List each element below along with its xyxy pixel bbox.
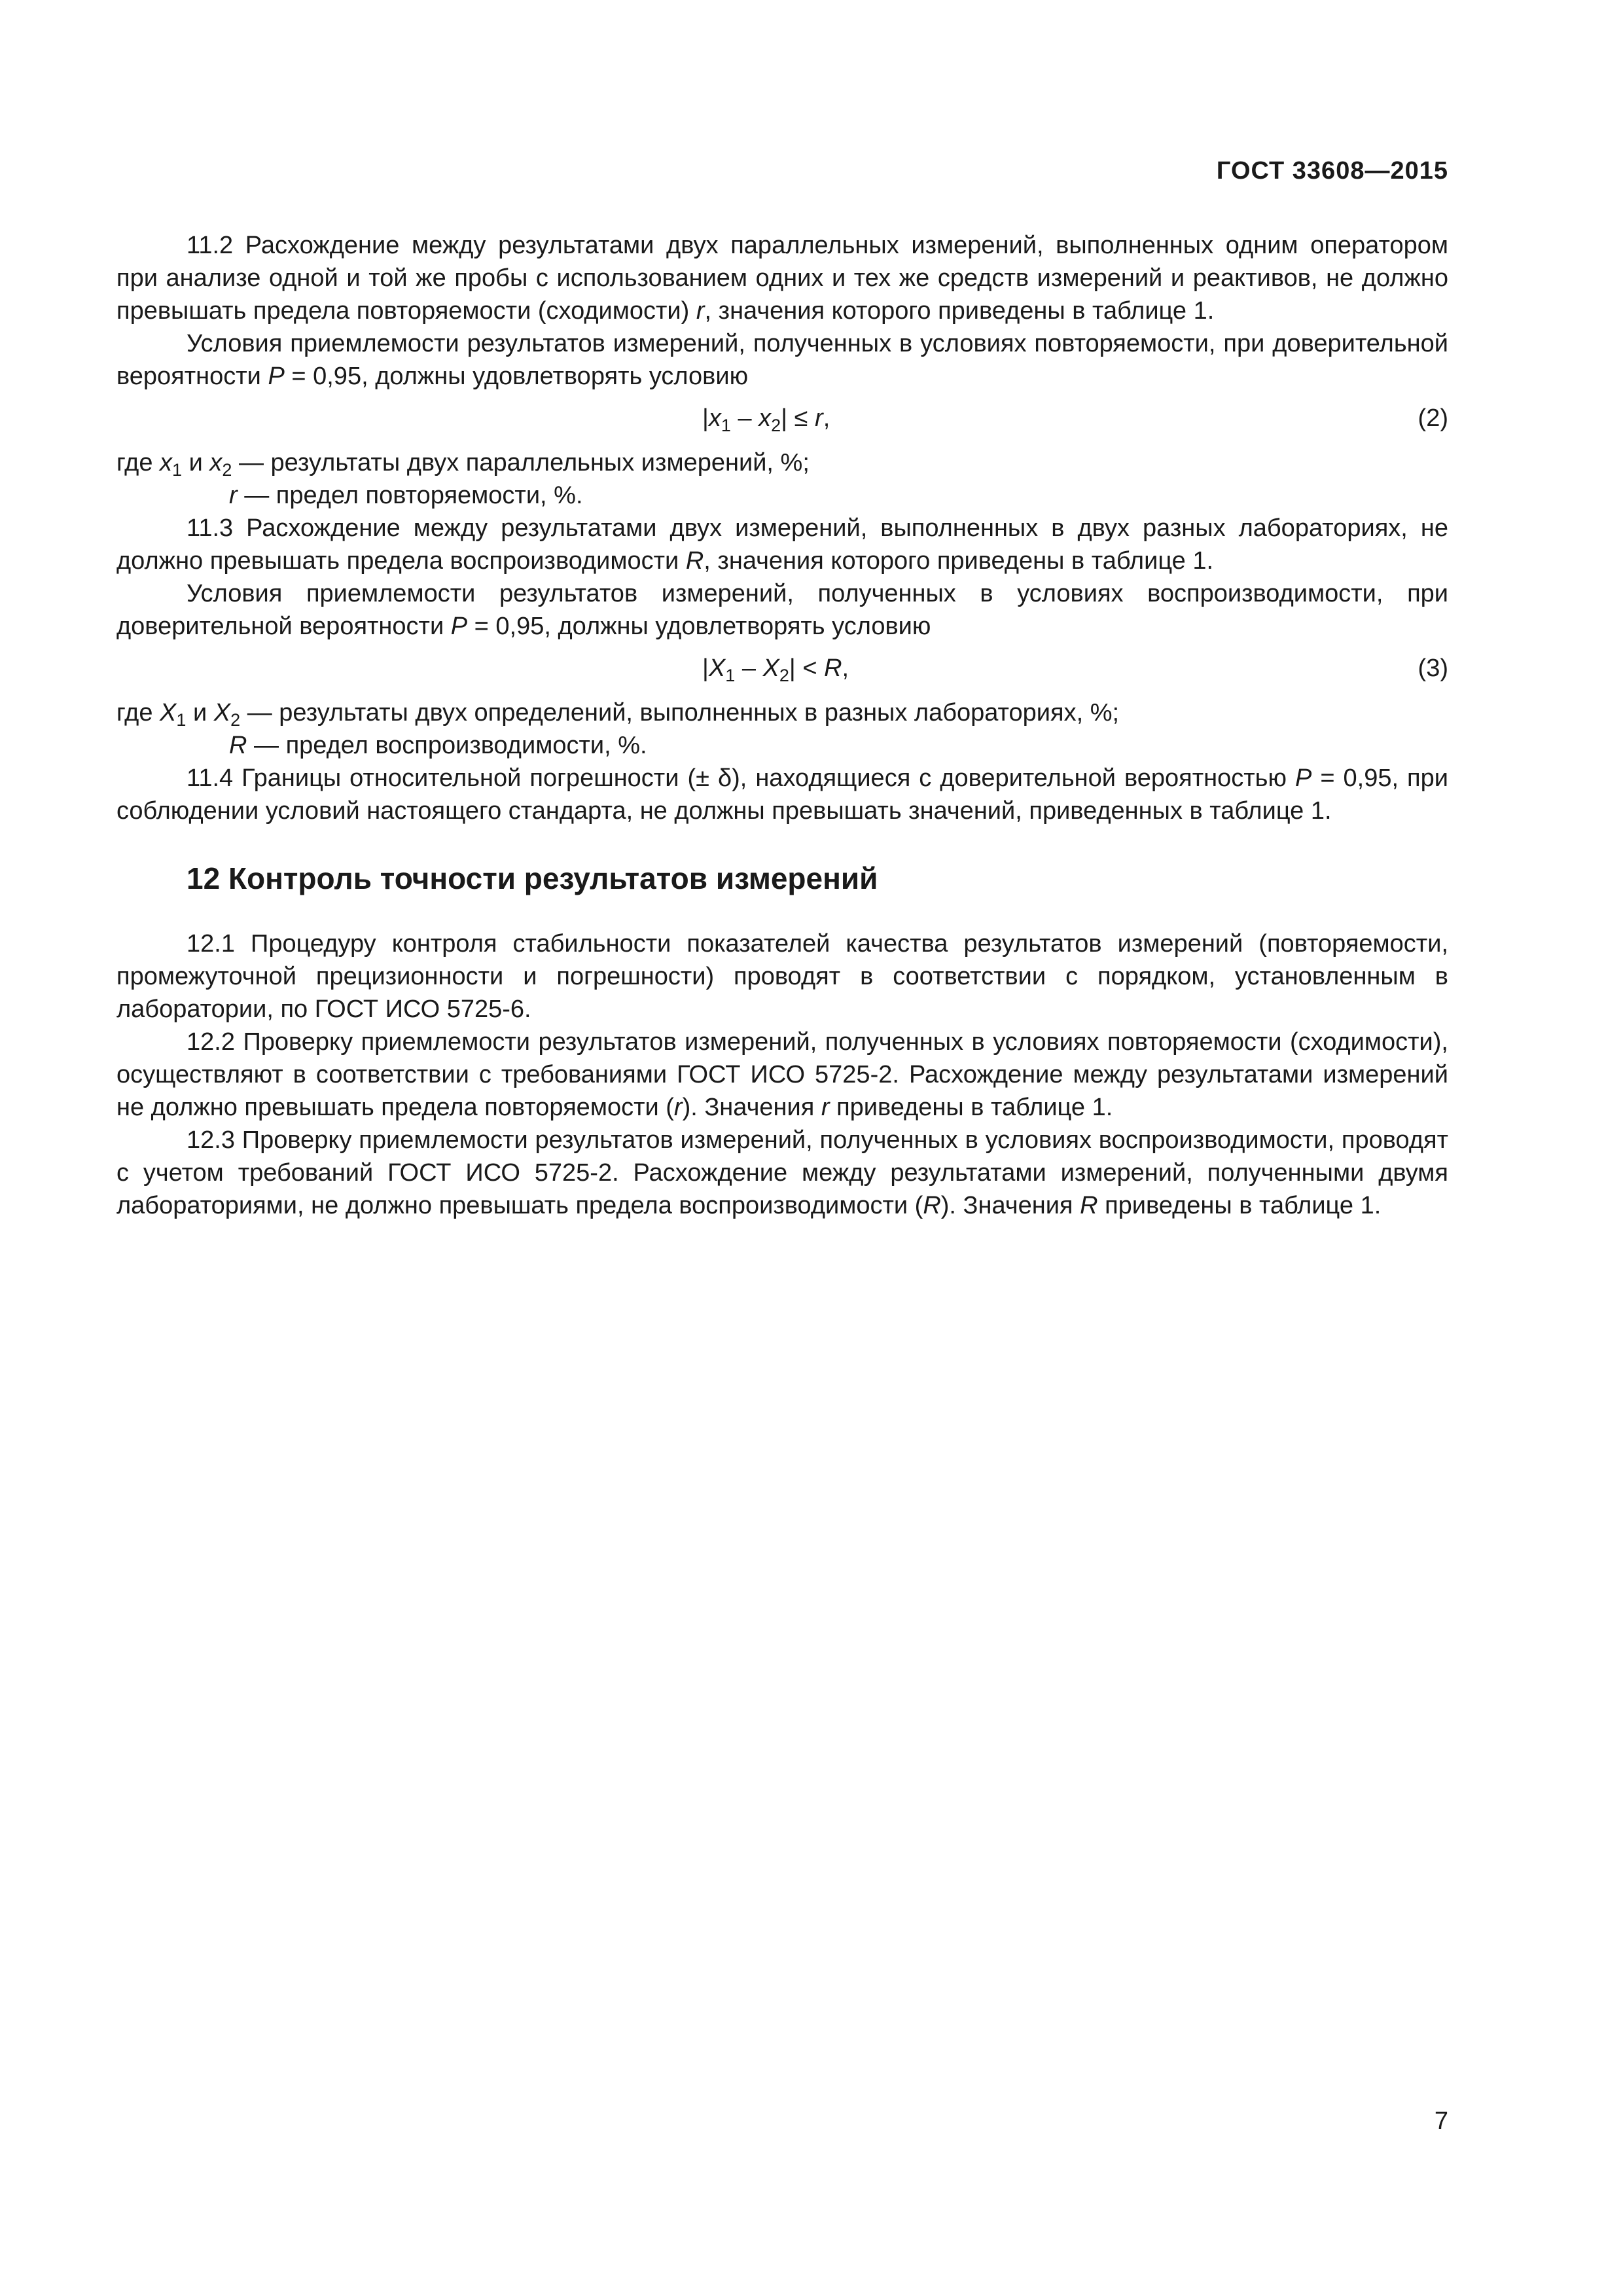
- where-3a: где $X_1$ и $X_2$ — результаты двух определений, выполненных в разных лабораториях, %;: [116, 699, 1120, 730]
- clause-11-3: 11.3 Расхождение между результатами двух измерений, выполненных в двух разных лабораториях, не должно превышать предела воспроизводимости R, значения которого приведены в таблице 1.: [116, 514, 1448, 575]
- standard-code: ГОСТ 33608—2015: [1216, 157, 1448, 185]
- where-2b: r — предел повторяемости, %.: [229, 482, 583, 509]
- section-12-heading: 12 Контроль точности результатов измерений: [187, 861, 878, 895]
- document-body: [116, 229, 1448, 1222]
- clause-12-3: 12.3 Проверку приемлемости результатов измерений, полученных в условиях воспроизводимости, проводят с учетом требований ГОСТ ИСО 5725-2. Расхождение между результатами измерений, полученными двумя лабораториями, не должно превышать предела воспроизводимости (R). Значения R приведены в таблице 1.: [116, 1126, 1448, 1219]
- formula-2: [116, 393, 1448, 446]
- condition-reproducibility: Условия приемлемости результатов измерений, полученных в условиях воспроизводимости, при доверительной вероятности P = 0,95, должны удовлетворять условию: [116, 580, 1448, 640]
- where-2a: где $x_1$ и $x_2$ — результаты двух параллельных измерений, %;: [116, 449, 810, 480]
- page-number: 7: [1434, 2108, 1448, 2135]
- condition-repeatability: Условия приемлемости результатов измерений, полученных в условиях повторяемости, при доверительной вероятности P = 0,95, должны удовлетворять условию: [116, 330, 1448, 390]
- clause-12-2: 12.2 Проверку приемлемости результатов измерений, полученных в условиях повторяемости (сходимости), осуществляют в соответствии с требованиями ГОСТ ИСО 5725-2. Расхождение между результатами измерений не должно превышать предела повторяемости (r). Значения r приведены в таблице 1.: [116, 1028, 1448, 1121]
- formula-2-expression: $|x_1 - x_2| \le r$,: [702, 404, 830, 435]
- formula-3: [116, 643, 1448, 696]
- clause-12-1: 12.1 Процедуру контроля стабильности показателей качества результатов измерений (повторяемости, промежуточной прецизионности и погрешности) проводят в соответствии с порядком, установленным в лаборатории, по ГОСТ ИСО 5725-6.: [116, 930, 1448, 1023]
- formula-2-number: (2): [1418, 404, 1448, 432]
- formula-3-number: (3): [1418, 655, 1448, 682]
- clause-11-2: 11.2 Расхождение между результатами двух параллельных измерений, выполненных одним оператором при анализе одной и той же пробы с использованием одних и тех же средств измерений и реактивов, не должно превышать предела повторяемости (сходимости) r, значения которого приведены в таблице 1.: [116, 232, 1448, 325]
- clause-11-4: 11.4 Границы относительной погрешности (± δ), находящиеся с доверительной вероятностью P = 0,95, при соблюдении условий настоящего стандарта, не должны превышать значений, приведенных в таблице 1.: [116, 764, 1448, 825]
- where-3b: R — предел воспроизводимости, %.: [229, 732, 647, 759]
- formula-3-expression: $|X_1 - X_2| < R$,: [702, 655, 849, 685]
